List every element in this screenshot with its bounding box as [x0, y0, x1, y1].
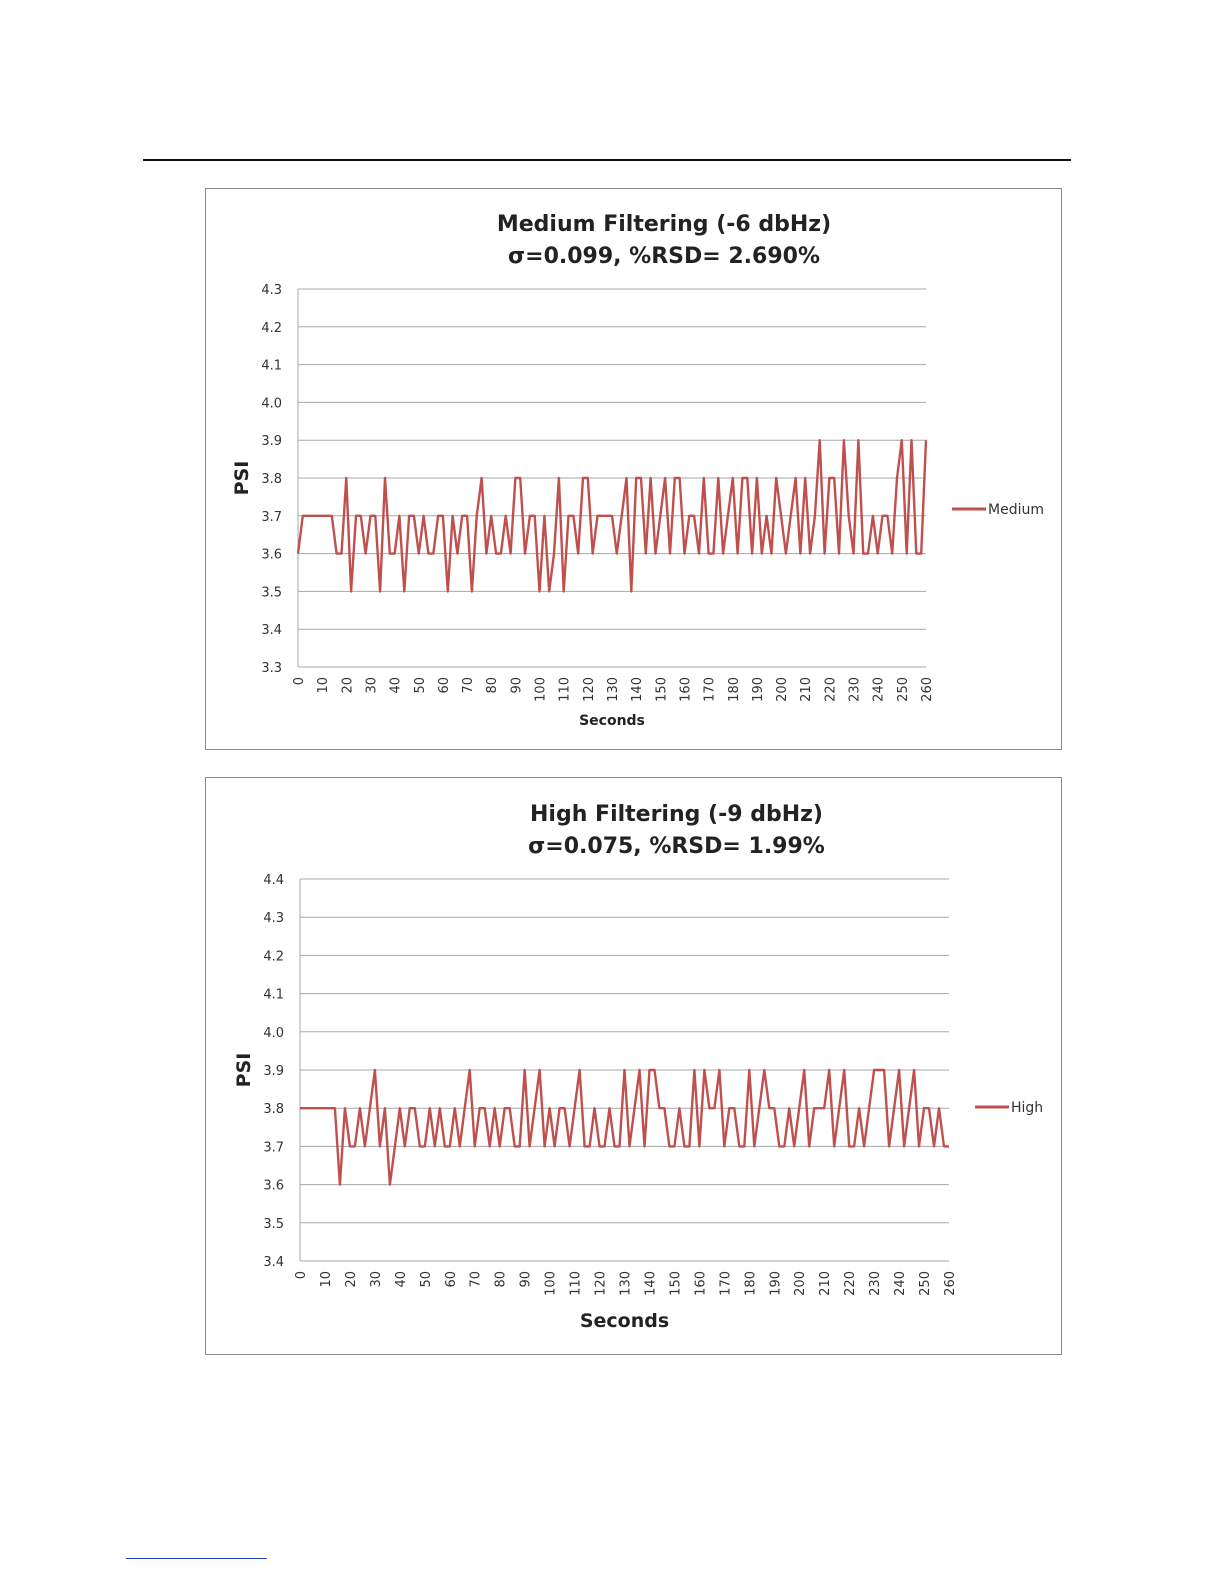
x-tick-label: 170	[718, 1271, 734, 1296]
x-tick-label: 240	[871, 677, 887, 702]
chart-subtitle: σ=0.099, %RSD= 2.690%	[508, 244, 820, 269]
x-tick-label: 230	[868, 1271, 884, 1296]
x-axis-label: Seconds	[579, 1310, 670, 1332]
y-tick-label: 4.2	[263, 949, 284, 965]
x-tick-label: 40	[393, 1271, 409, 1288]
x-tick-label: 20	[340, 677, 356, 694]
x-tick-label: 160	[693, 1271, 709, 1296]
y-tick-label: 4.2	[261, 320, 282, 336]
y-tick-label: 3.8	[261, 472, 282, 487]
x-tick-label: 170	[702, 677, 718, 702]
y-tick-label: 3.4	[263, 1255, 284, 1270]
legend-label: High	[1011, 1100, 1044, 1116]
x-tick-label: 260	[920, 677, 935, 702]
x-tick-label: 30	[364, 677, 380, 694]
x-tick-label: 50	[412, 677, 428, 694]
chart-panel-high	[205, 777, 1062, 1355]
x-tick-label: 10	[318, 1271, 334, 1288]
y-tick-label: 4.0	[263, 1025, 284, 1041]
x-tick-label: 120	[581, 677, 597, 702]
x-tick-label: 140	[630, 677, 646, 702]
x-tick-label: 200	[793, 1271, 809, 1296]
x-axis-label: Seconds	[579, 713, 645, 729]
y-tick-label: 4.3	[263, 911, 284, 927]
x-tick-label: 190	[768, 1271, 784, 1296]
x-tick-label: 0	[294, 1271, 309, 1280]
x-tick-label: 30	[368, 1271, 384, 1288]
legend-label: Medium	[988, 502, 1044, 518]
chart-subtitle: σ=0.075, %RSD= 1.99%	[528, 834, 825, 859]
y-tick-label: 3.6	[263, 1178, 284, 1194]
y-tick-label: 3.7	[263, 1140, 284, 1156]
x-tick-label: 220	[843, 1271, 859, 1296]
x-tick-label: 40	[388, 677, 404, 694]
x-tick-label: 240	[893, 1271, 909, 1296]
x-tick-label: 110	[568, 1271, 584, 1296]
x-tick-label: 210	[818, 1271, 834, 1296]
chart-title: High Filtering (-9 dbHz)	[530, 802, 823, 827]
x-tick-label: 220	[823, 677, 839, 702]
x-tick-label: 100	[543, 1271, 559, 1296]
footnote-rule	[126, 1558, 267, 1559]
x-tick-label: 90	[509, 677, 525, 694]
x-tick-label: 70	[461, 677, 477, 694]
y-tick-label: 3.9	[263, 1064, 284, 1079]
y-axis-label: PSI	[233, 1052, 255, 1088]
x-tick-label: 260	[943, 1271, 958, 1296]
x-tick-label: 130	[618, 1271, 634, 1296]
y-tick-label: 4.1	[263, 987, 284, 1003]
x-tick-label: 180	[726, 677, 742, 702]
chart-medium	[206, 189, 1061, 749]
x-tick-label: 0	[292, 677, 307, 686]
x-tick-label: 140	[643, 1271, 659, 1296]
x-tick-label: 180	[743, 1271, 759, 1296]
x-tick-label: 110	[557, 677, 573, 702]
y-axis-label: PSI	[231, 460, 253, 496]
x-tick-label: 250	[918, 1271, 934, 1296]
y-tick-label: 3.3	[261, 661, 282, 676]
x-tick-label: 130	[606, 677, 621, 702]
x-tick-label: 120	[593, 1271, 609, 1296]
x-tick-label: 150	[654, 677, 670, 702]
x-tick-label: 60	[443, 1271, 459, 1288]
y-tick-label: 4.1	[261, 358, 282, 374]
chart-high	[206, 778, 1061, 1354]
x-tick-label: 90	[518, 1271, 534, 1288]
x-tick-label: 100	[533, 677, 549, 702]
x-tick-label: 230	[847, 677, 863, 702]
x-tick-label: 210	[799, 677, 815, 702]
x-tick-label: 70	[468, 1271, 484, 1288]
y-tick-label: 3.5	[261, 585, 282, 601]
y-tick-label: 3.7	[261, 509, 282, 525]
y-tick-label: 4.3	[261, 283, 282, 298]
y-tick-label: 3.4	[261, 623, 282, 639]
chart-title: Medium Filtering (-6 dbHz)	[496, 212, 832, 237]
x-tick-label: 80	[485, 677, 501, 694]
x-tick-label: 80	[493, 1271, 509, 1288]
x-tick-label: 190	[750, 677, 766, 702]
chart-panel-medium	[205, 188, 1062, 750]
x-tick-label: 200	[775, 677, 791, 702]
y-tick-label: 4.4	[263, 873, 284, 888]
y-tick-label: 3.5	[263, 1216, 284, 1232]
x-tick-label: 160	[678, 677, 694, 702]
y-tick-label: 3.6	[261, 547, 282, 563]
page-header-rule	[143, 159, 1071, 161]
y-tick-label: 3.9	[261, 434, 282, 450]
x-tick-label: 250	[895, 677, 911, 702]
y-tick-label: 4.0	[261, 396, 282, 412]
series-line-high	[300, 1070, 949, 1185]
x-tick-label: 20	[343, 1271, 359, 1288]
y-tick-label: 3.8	[263, 1102, 284, 1118]
x-tick-label: 60	[436, 677, 452, 694]
x-tick-label: 150	[668, 1271, 684, 1296]
x-tick-label: 50	[418, 1271, 434, 1288]
x-tick-label: 10	[316, 677, 332, 694]
